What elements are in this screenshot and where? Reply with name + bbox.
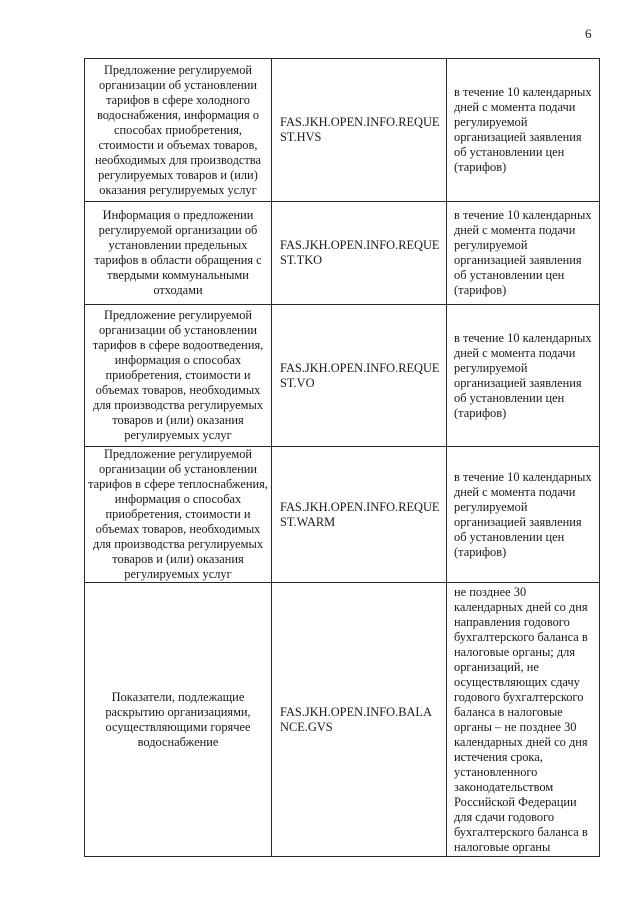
description-text: Показатели, подлежащие раскрытию организациями, осуществляющими горячее водоснабжение: [105, 689, 251, 749]
table-row: [85, 305, 600, 447]
term-text: в течение 10 календарных дней с момента подачи регулируемой организацией заявления об установлении цен (тарифов): [454, 85, 592, 174]
term-cell: [447, 583, 600, 857]
term-text: в течение 10 календарных дней с момента подачи регулируемой организацией заявления об установлении цен (тарифов): [454, 208, 592, 297]
code-text: FAS.JKH.OPEN.INFO.REQUEST.WARM: [280, 499, 440, 529]
description-cell: [85, 447, 272, 583]
description-text: Предложение регулируемой организации об установлении тарифов в сфере водоотведения, информация о способах приобретения, стоимости и объемах товаров, необходимых для производства регулируемых товаров и (или) оказания регулируемых услуг: [92, 308, 264, 442]
term-cell: [447, 202, 600, 305]
code-text: FAS.JKH.OPEN.INFO.REQUEST.VO: [280, 360, 440, 390]
description-text: Информация о предложении регулируемой организации об установлении предельных тарифов в области обращения с твердыми коммунальными отходами: [94, 208, 262, 297]
description-cell: [85, 305, 272, 447]
code-text: FAS.JKH.OPEN.INFO.REQUEST.TKO: [280, 238, 440, 267]
code-cell: [272, 202, 447, 305]
code-cell: [272, 447, 447, 583]
description-cell: [85, 202, 272, 305]
term-text: не позднее 30 календарных дней со дня направления годового бухгалтерского баланса в налоговые органы; для организаций, не осуществляющих сдачу годового бухгалтерского баланса в налоговые органы – не позднее 30 календарных дней со дня истечения срока, установленного законодательством Российской Федерации для сдачи годового бухгалтерского баланса в налоговые органы: [454, 584, 588, 854]
term-text: в течение 10 календарных дней с момента подачи регулируемой организацией заявления об установлении цен (тарифов): [454, 330, 592, 420]
page-number: 6: [585, 26, 592, 41]
description-cell: [85, 59, 272, 202]
code-cell: [272, 305, 447, 447]
code-text: FAS.JKH.OPEN.INFO.BALANCE.GVS: [280, 704, 432, 734]
document-table: [84, 58, 600, 857]
table-row: [85, 447, 600, 583]
code-text: FAS.JKH.OPEN.INFO.REQUEST.HVS: [280, 115, 440, 144]
description-cell: [85, 583, 272, 857]
term-cell: [447, 447, 600, 583]
term-cell: [447, 59, 600, 202]
description-text: Предложение регулируемой организации об установлении тарифов в сфере теплоснабжения, информация о способах приобретения, стоимости и объемах товаров, необходимых для производства регулируемых товаров и (или) оказания регулируемых услуг: [88, 447, 268, 581]
code-cell: [272, 59, 447, 202]
term-text: в течение 10 календарных дней с момента подачи регулируемой организацией заявления об установлении цен (тарифов): [454, 469, 592, 559]
term-cell: [447, 305, 600, 447]
description-text: Предложение регулируемой организации об установлении тарифов в сфере холодного водоснабжения, информация о способах приобретения, стоимости и объемах товаров, необходимых для производства регулируемых товаров и (или) оказания регулируемых услуг: [95, 62, 261, 197]
table-row: [85, 202, 600, 305]
table-row: [85, 583, 600, 857]
code-cell: [272, 583, 447, 857]
table-row: [85, 59, 600, 202]
